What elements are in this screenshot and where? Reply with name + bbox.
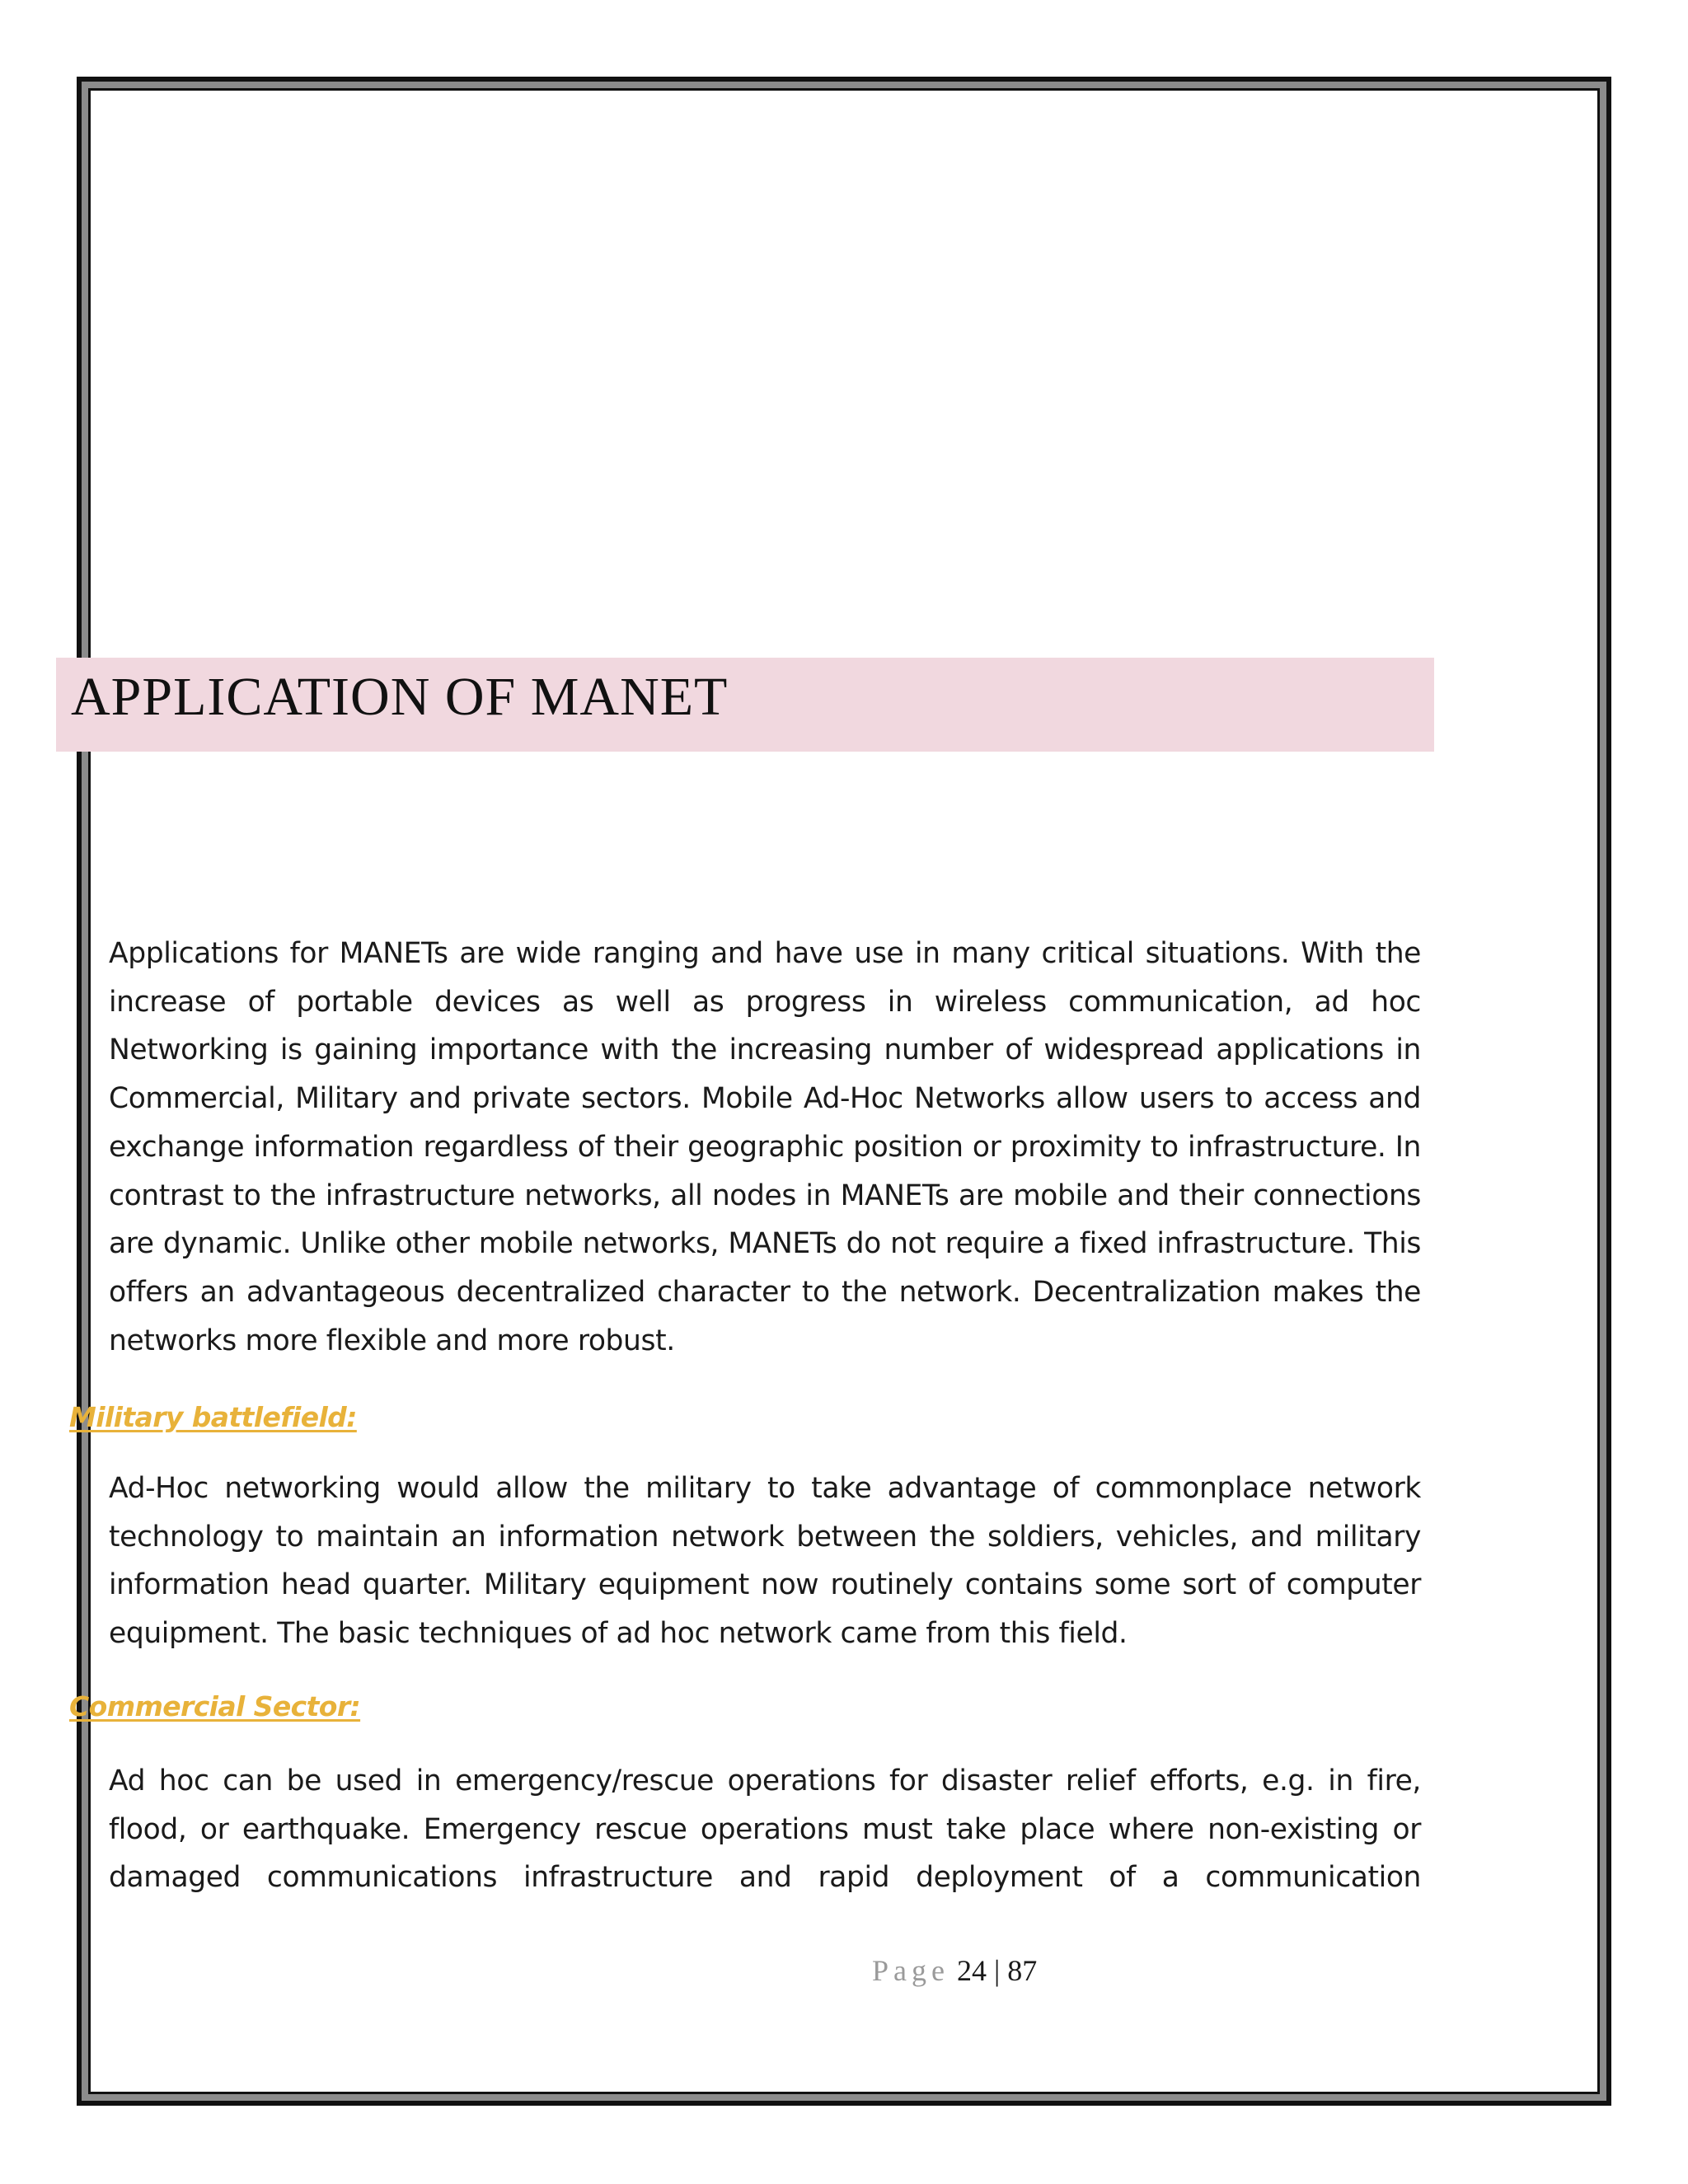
section-body-military: Ad-Hoc networking would allow the military to take advantage of commonplace network technology to maintain an information network between the soldiers, vehicles, and military information head quarter. Military equipment now routinely contains some sort of computer equipment. The basic techniques of ad hoc network came from this field. [109,1472,1421,1651]
page-title: APPLICATION OF MANET [71,667,729,727]
section-body-commercial: Ad hoc can be used in emergency/rescue operations for disaster relief efforts, e.g. in fire, flood, or earthquake. Emergency rescue operations must take place where non-existing or damaged communications infrastructure and rapid deployment of a communication [109,1765,1421,1895]
page-footer [872,1953,1037,1988]
intro-paragraph: Applications for MANETs are wide ranging and have use in many critical situations. With the increase of portable devices as well as progress in wireless communication, ad hoc Networking is gaining importance with the increasing number of widespread applications in Commercial, Military and private sectors. Mobile Ad-Hoc Networks allow users to access and exchange information regardless of their geographic position or proximity to infrastructure. In contrast to the infrastructure networks, all nodes in MANETs are mobile and their connections are dynamic. Unlike other mobile networks, MANETs do not require a fixed infrastructure. This offers an advantageous decentralized character to the network. Decentralization makes the networks more flexible and more robust. [109,937,1421,1357]
section-title-military: Military battlefield: [69,1401,357,1433]
footer-page-number: 24 | 87 [956,1954,1038,1987]
footer-page-label: Page [872,1954,950,1987]
section-title-commercial: Commercial Sector: [69,1690,361,1722]
